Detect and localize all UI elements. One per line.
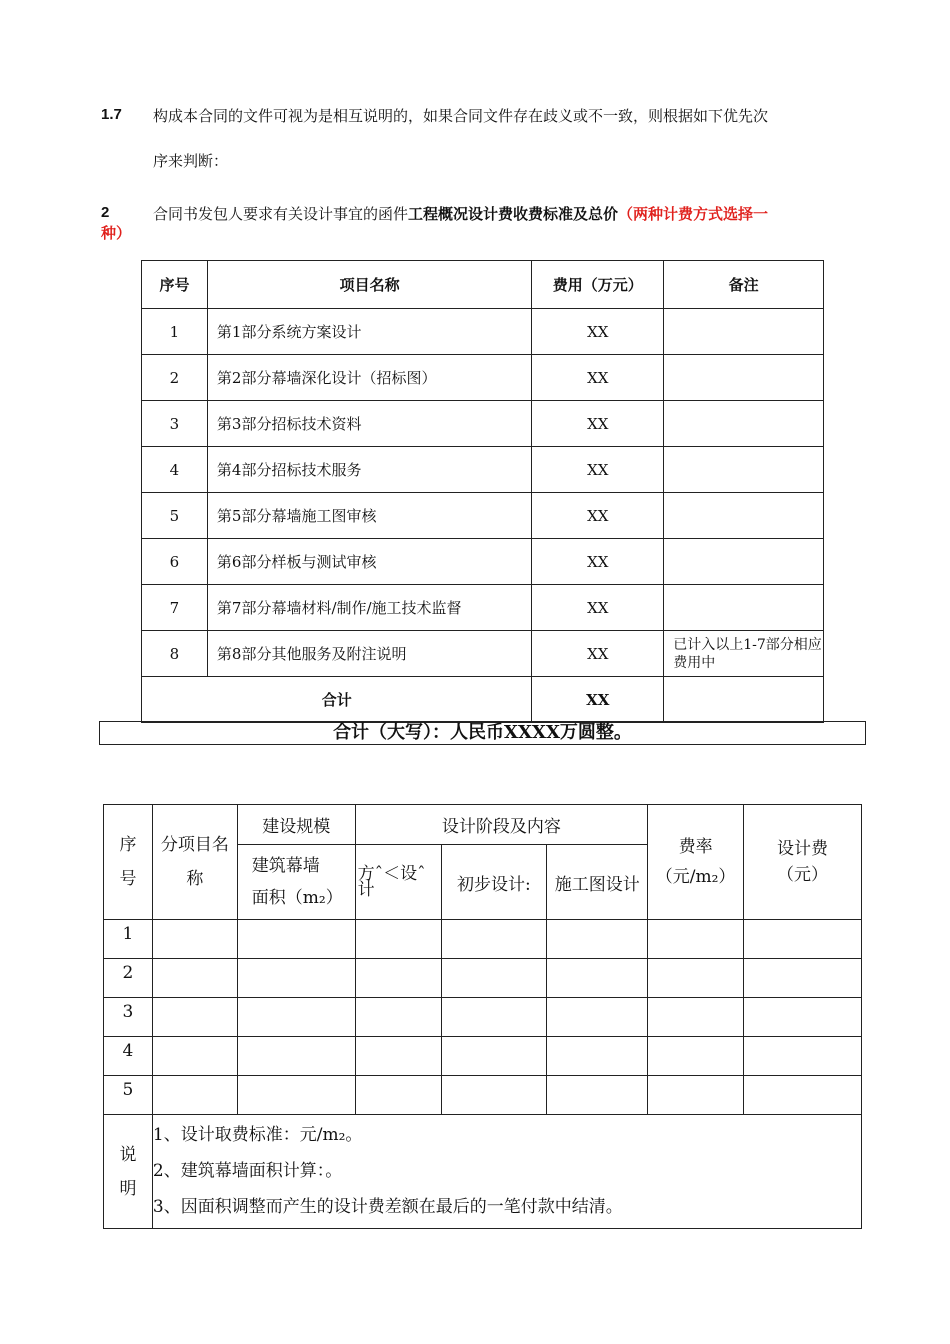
notes-label-line: 说 (119, 1144, 137, 1165)
item-fee: XX (532, 355, 664, 401)
note-line: 2、建筑幕墙面积计算：。 (152, 1161, 343, 1181)
table-row (104, 1076, 862, 1115)
item-name: 第2部分幕墙深化设计（招标图） (207, 355, 531, 401)
cell (441, 1076, 547, 1115)
header-cell: 项目名称 (207, 261, 531, 309)
header-no-line: 序 (119, 835, 137, 855)
cell (355, 920, 441, 959)
item-name: 第8部分其他服务及附注说明 (207, 631, 531, 677)
header-rate-line: 费率 (678, 837, 713, 857)
table-row (142, 447, 824, 493)
cell (744, 920, 862, 959)
table-row (104, 959, 862, 998)
header-stage: 设计阶段及内容 (355, 805, 647, 845)
table-row (142, 355, 824, 401)
header-rate-line: （元/m₂） (655, 867, 736, 887)
row-number: 2 (142, 355, 208, 401)
notes-content (152, 1115, 861, 1229)
header-cell: 费用（万元） (532, 261, 664, 309)
item-fee: XX (532, 447, 664, 493)
cell (237, 959, 355, 998)
cell (237, 920, 355, 959)
item-fee: XX (532, 585, 664, 631)
cell (547, 998, 648, 1037)
item-note (664, 539, 824, 585)
row-number: 5 (104, 1076, 153, 1115)
cell (237, 998, 355, 1037)
item-fee: XX (532, 631, 664, 677)
cell (441, 1037, 547, 1076)
cell (648, 1037, 744, 1076)
note-line: 3、因面积调整而产生的设计费差额在最后的一笔付款中结清。 (152, 1197, 623, 1217)
header-scale: 建设规模 (237, 805, 355, 845)
item-note (664, 447, 824, 493)
row-number: 5 (142, 493, 208, 539)
item-name: 第6部分样板与测试审核 (207, 539, 531, 585)
header-scheme-line: 计 (357, 880, 375, 900)
row-number: 7 (142, 585, 208, 631)
table-row (142, 401, 824, 447)
row-number: 2 (104, 959, 153, 998)
total-row (142, 677, 824, 723)
cell (547, 1076, 648, 1115)
clause-text (153, 203, 768, 224)
row-number: 8 (142, 631, 208, 677)
cell (237, 1037, 355, 1076)
item-note (664, 493, 824, 539)
header-item-name-line: 称 (186, 869, 204, 889)
header-cell: 序号 (142, 261, 208, 309)
cell (152, 959, 237, 998)
cell (152, 998, 237, 1037)
total-in-words: 合计（大写）：人民币XXXX万圆整。 (99, 721, 866, 745)
design-stage-table (103, 804, 862, 1229)
cell (744, 998, 862, 1037)
row-number: 3 (104, 998, 153, 1037)
header-construction: 施工图设计 (547, 845, 648, 920)
header-no (104, 805, 153, 920)
clause-text-bold: 工程概况设计费收费标准及总价 (408, 205, 619, 223)
cell (355, 998, 441, 1037)
item-name: 第3部分招标技术资料 (207, 401, 531, 447)
notes-row (104, 1115, 862, 1229)
cell (152, 1076, 237, 1115)
table-row (142, 309, 824, 355)
item-name: 第4部分招标技术服务 (207, 447, 531, 493)
header-scheme (355, 845, 441, 920)
item-note (664, 401, 824, 447)
header-area (237, 845, 355, 920)
cell (355, 1076, 441, 1115)
table-row (142, 585, 824, 631)
total-label: 合计 (142, 677, 532, 723)
clause-number: 1.7 (101, 106, 122, 123)
header-item-name (152, 805, 237, 920)
cell (441, 959, 547, 998)
cell (152, 920, 237, 959)
row-number: 4 (104, 1037, 153, 1076)
clause-number: 2 (101, 204, 110, 221)
cell (441, 998, 547, 1037)
total-fee: XX (532, 677, 664, 723)
item-note (664, 585, 824, 631)
header-area-line: 建筑幕墙 (251, 856, 320, 876)
table-row (104, 1037, 862, 1076)
item-note (664, 309, 824, 355)
cell (547, 959, 648, 998)
clause-text-red-continued: 种） (101, 224, 132, 242)
table-header-row (142, 261, 824, 309)
table-row (104, 920, 862, 959)
cell (547, 920, 648, 959)
item-fee: XX (532, 309, 664, 355)
notes-label-line: 明 (119, 1178, 137, 1199)
cell (744, 1037, 862, 1076)
item-name: 第1部分系统方案设计 (207, 309, 531, 355)
clause-text-continued: 序来判断： (153, 152, 229, 170)
row-number: 6 (142, 539, 208, 585)
item-fee: XX (532, 401, 664, 447)
row-number: 1 (104, 920, 153, 959)
cell (355, 959, 441, 998)
header-rate (648, 805, 744, 920)
header-preliminary: 初步设计: (441, 845, 547, 920)
item-fee: XX (532, 539, 664, 585)
header-area-line: 面积（m₂） (251, 888, 343, 908)
cell (441, 920, 547, 959)
cell (237, 1076, 355, 1115)
cell (744, 959, 862, 998)
total-note (664, 677, 824, 723)
item-fee: XX (532, 493, 664, 539)
header-no-line: 号 (119, 869, 137, 889)
table-header-row (104, 805, 862, 845)
cell (648, 1076, 744, 1115)
clause-text-red: （两种计费方式选择一 (618, 205, 769, 223)
header-fee-line: （元） (777, 865, 829, 885)
header-design-fee (744, 805, 862, 920)
header-cell: 备注 (664, 261, 824, 309)
table-row (142, 539, 824, 585)
row-number: 1 (142, 309, 208, 355)
item-name: 第5部分幕墙施工图审核 (207, 493, 531, 539)
fee-table (141, 260, 824, 723)
item-note (664, 355, 824, 401)
cell (152, 1037, 237, 1076)
cell (547, 1037, 648, 1076)
clause-text-normal: 合同书发包人要求有关设计事宜的函件 (153, 205, 409, 223)
cell (648, 998, 744, 1037)
cell (355, 1037, 441, 1076)
item-name: 第7部分幕墙材料/制作/施工技术监督 (207, 585, 531, 631)
item-note: 已计入以上1-7部分相应费用中 (664, 631, 824, 677)
cell (648, 920, 744, 959)
note-line: 1、设计取费标准：元/m₂。 (152, 1125, 363, 1145)
notes-label (104, 1115, 153, 1229)
row-number: 3 (142, 401, 208, 447)
cell (648, 959, 744, 998)
clause-text: 构成本合同的文件可视为是相互说明的，如果合同文件存在歧义或不一致，则根据如下优先次 (153, 107, 769, 125)
header-item-name-line: 分项目名 (160, 835, 229, 855)
table-row (142, 493, 824, 539)
header-scheme-line: 方ˆ＜设ˆ (357, 864, 426, 884)
cell (744, 1076, 862, 1115)
header-fee-line: 设计费 (777, 839, 829, 859)
table-row (142, 631, 824, 677)
table-row (104, 998, 862, 1037)
row-number: 4 (142, 447, 208, 493)
